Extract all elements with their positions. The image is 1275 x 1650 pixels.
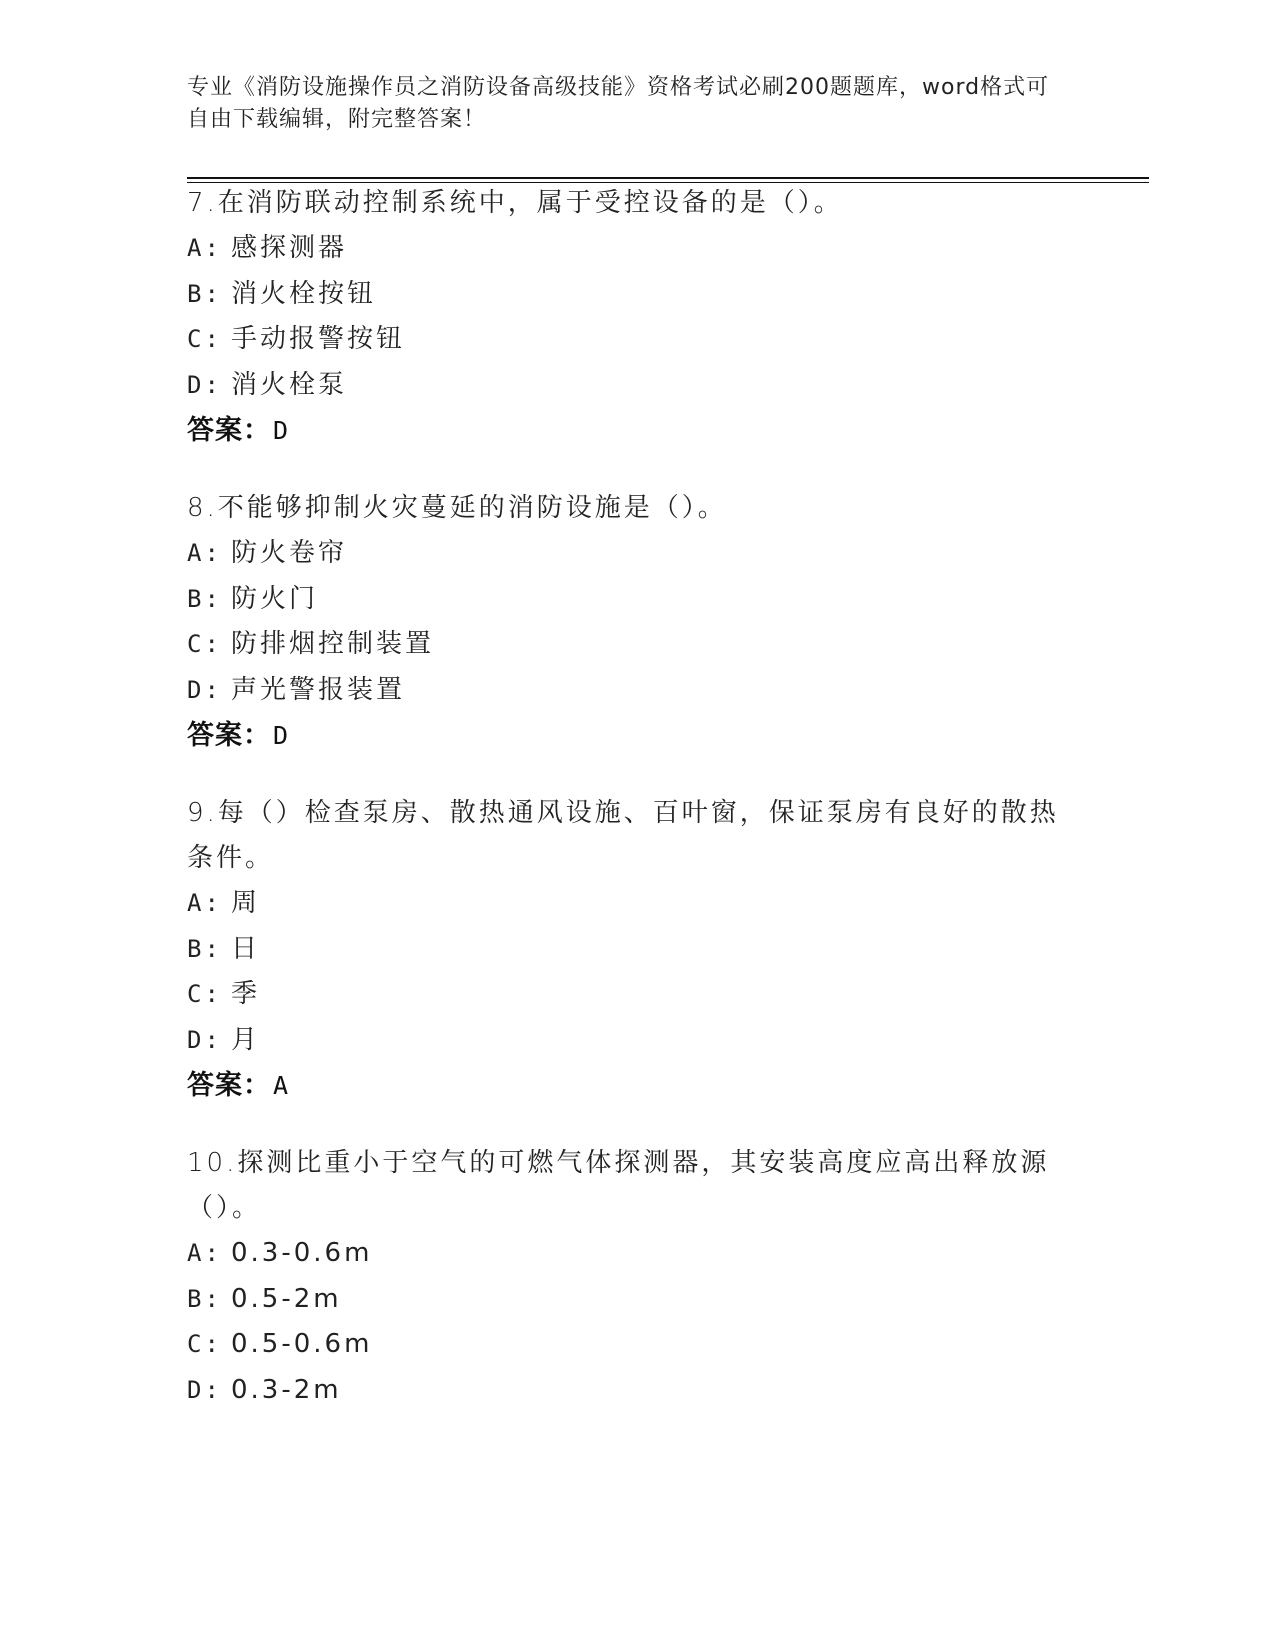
option-letter: D: <box>187 1025 222 1054</box>
option-a <box>187 881 1067 927</box>
option-text: 0.5-0.6m <box>231 1329 373 1359</box>
option-letter: A: <box>187 234 222 262</box>
answer-value: A <box>273 1071 290 1100</box>
option-text: 月 <box>231 1024 261 1055</box>
option-letter: A: <box>187 1239 222 1267</box>
option-letter: C: <box>187 1330 222 1358</box>
option-a <box>187 531 1067 577</box>
option-letter: C: <box>187 325 222 353</box>
option-a <box>187 1231 1067 1277</box>
answer-line <box>187 408 1067 454</box>
question-stem: 10.探测比重小于空气的可燃气体探测器，其安装高度应高出释放源（）。 <box>187 1148 1050 1223</box>
option-letter: B: <box>187 584 222 613</box>
option-letter: D: <box>187 1375 222 1404</box>
answer-line <box>187 713 1067 759</box>
header-divider-thick <box>187 177 1149 179</box>
option-letter: B: <box>187 934 222 963</box>
option-text: 日 <box>231 933 261 964</box>
option-c <box>187 622 1067 668</box>
option-letter: A: <box>187 889 222 917</box>
option-b <box>187 272 1067 318</box>
option-b <box>187 1277 1067 1323</box>
option-text: 防火卷帘 <box>231 538 348 568</box>
option-d <box>187 1368 1067 1414</box>
option-letter: D: <box>187 675 222 704</box>
question-stem: 7.在消防联动控制系统中，属于受控设备的是（）。 <box>187 188 843 218</box>
option-text: 感探测器 <box>231 233 348 263</box>
document-header: 专业《消防设施操作员之消防设备高级技能》资格考试必刷200题题库，word格式可自由下载编辑，附完整答案！ <box>187 75 1050 132</box>
answer-value: D <box>273 416 290 445</box>
option-text: 季 <box>231 979 261 1009</box>
option-c <box>187 972 1067 1018</box>
answer-label: 答案： <box>187 720 271 751</box>
answer-label: 答案： <box>187 415 271 446</box>
option-text: 0.3-2m <box>231 1374 342 1405</box>
option-letter: A: <box>187 539 222 567</box>
question-9 <box>187 791 1067 1109</box>
question-10 <box>187 1141 1067 1413</box>
option-text: 消火栓泵 <box>231 369 348 400</box>
option-d <box>187 1018 1067 1064</box>
option-letter: C: <box>187 630 222 658</box>
answer-value: D <box>273 721 290 750</box>
answer-label: 答案： <box>187 1070 271 1101</box>
question-stem: 8.不能够抑制火灾蔓延的消防设施是（）。 <box>187 493 727 523</box>
question-8 <box>187 486 1067 759</box>
option-c <box>187 317 1067 363</box>
option-text: 0.3-0.6m <box>231 1238 373 1268</box>
option-letter: C: <box>187 980 222 1008</box>
question-stem: 9.每（）检查泵房、散热通风设施、百叶窗，保证泵房有良好的散热条件。 <box>187 798 1059 873</box>
option-c <box>187 1322 1067 1368</box>
question-7 <box>187 181 1067 454</box>
option-b <box>187 577 1067 623</box>
option-text: 周 <box>231 888 261 918</box>
option-d <box>187 668 1067 714</box>
option-text: 声光警报装置 <box>231 674 406 705</box>
answer-line <box>187 1063 1067 1109</box>
option-letter: D: <box>187 370 222 399</box>
option-letter: B: <box>187 1284 222 1313</box>
option-text: 防排烟控制装置 <box>231 629 435 659</box>
option-d <box>187 363 1067 409</box>
option-text: 手动报警按钮 <box>231 324 406 354</box>
option-b <box>187 927 1067 973</box>
option-text: 消火栓按钮 <box>231 278 377 309</box>
option-text: 防火门 <box>231 583 319 614</box>
option-a <box>187 226 1067 272</box>
option-letter: B: <box>187 279 222 308</box>
option-text: 0.5-2m <box>231 1283 342 1314</box>
